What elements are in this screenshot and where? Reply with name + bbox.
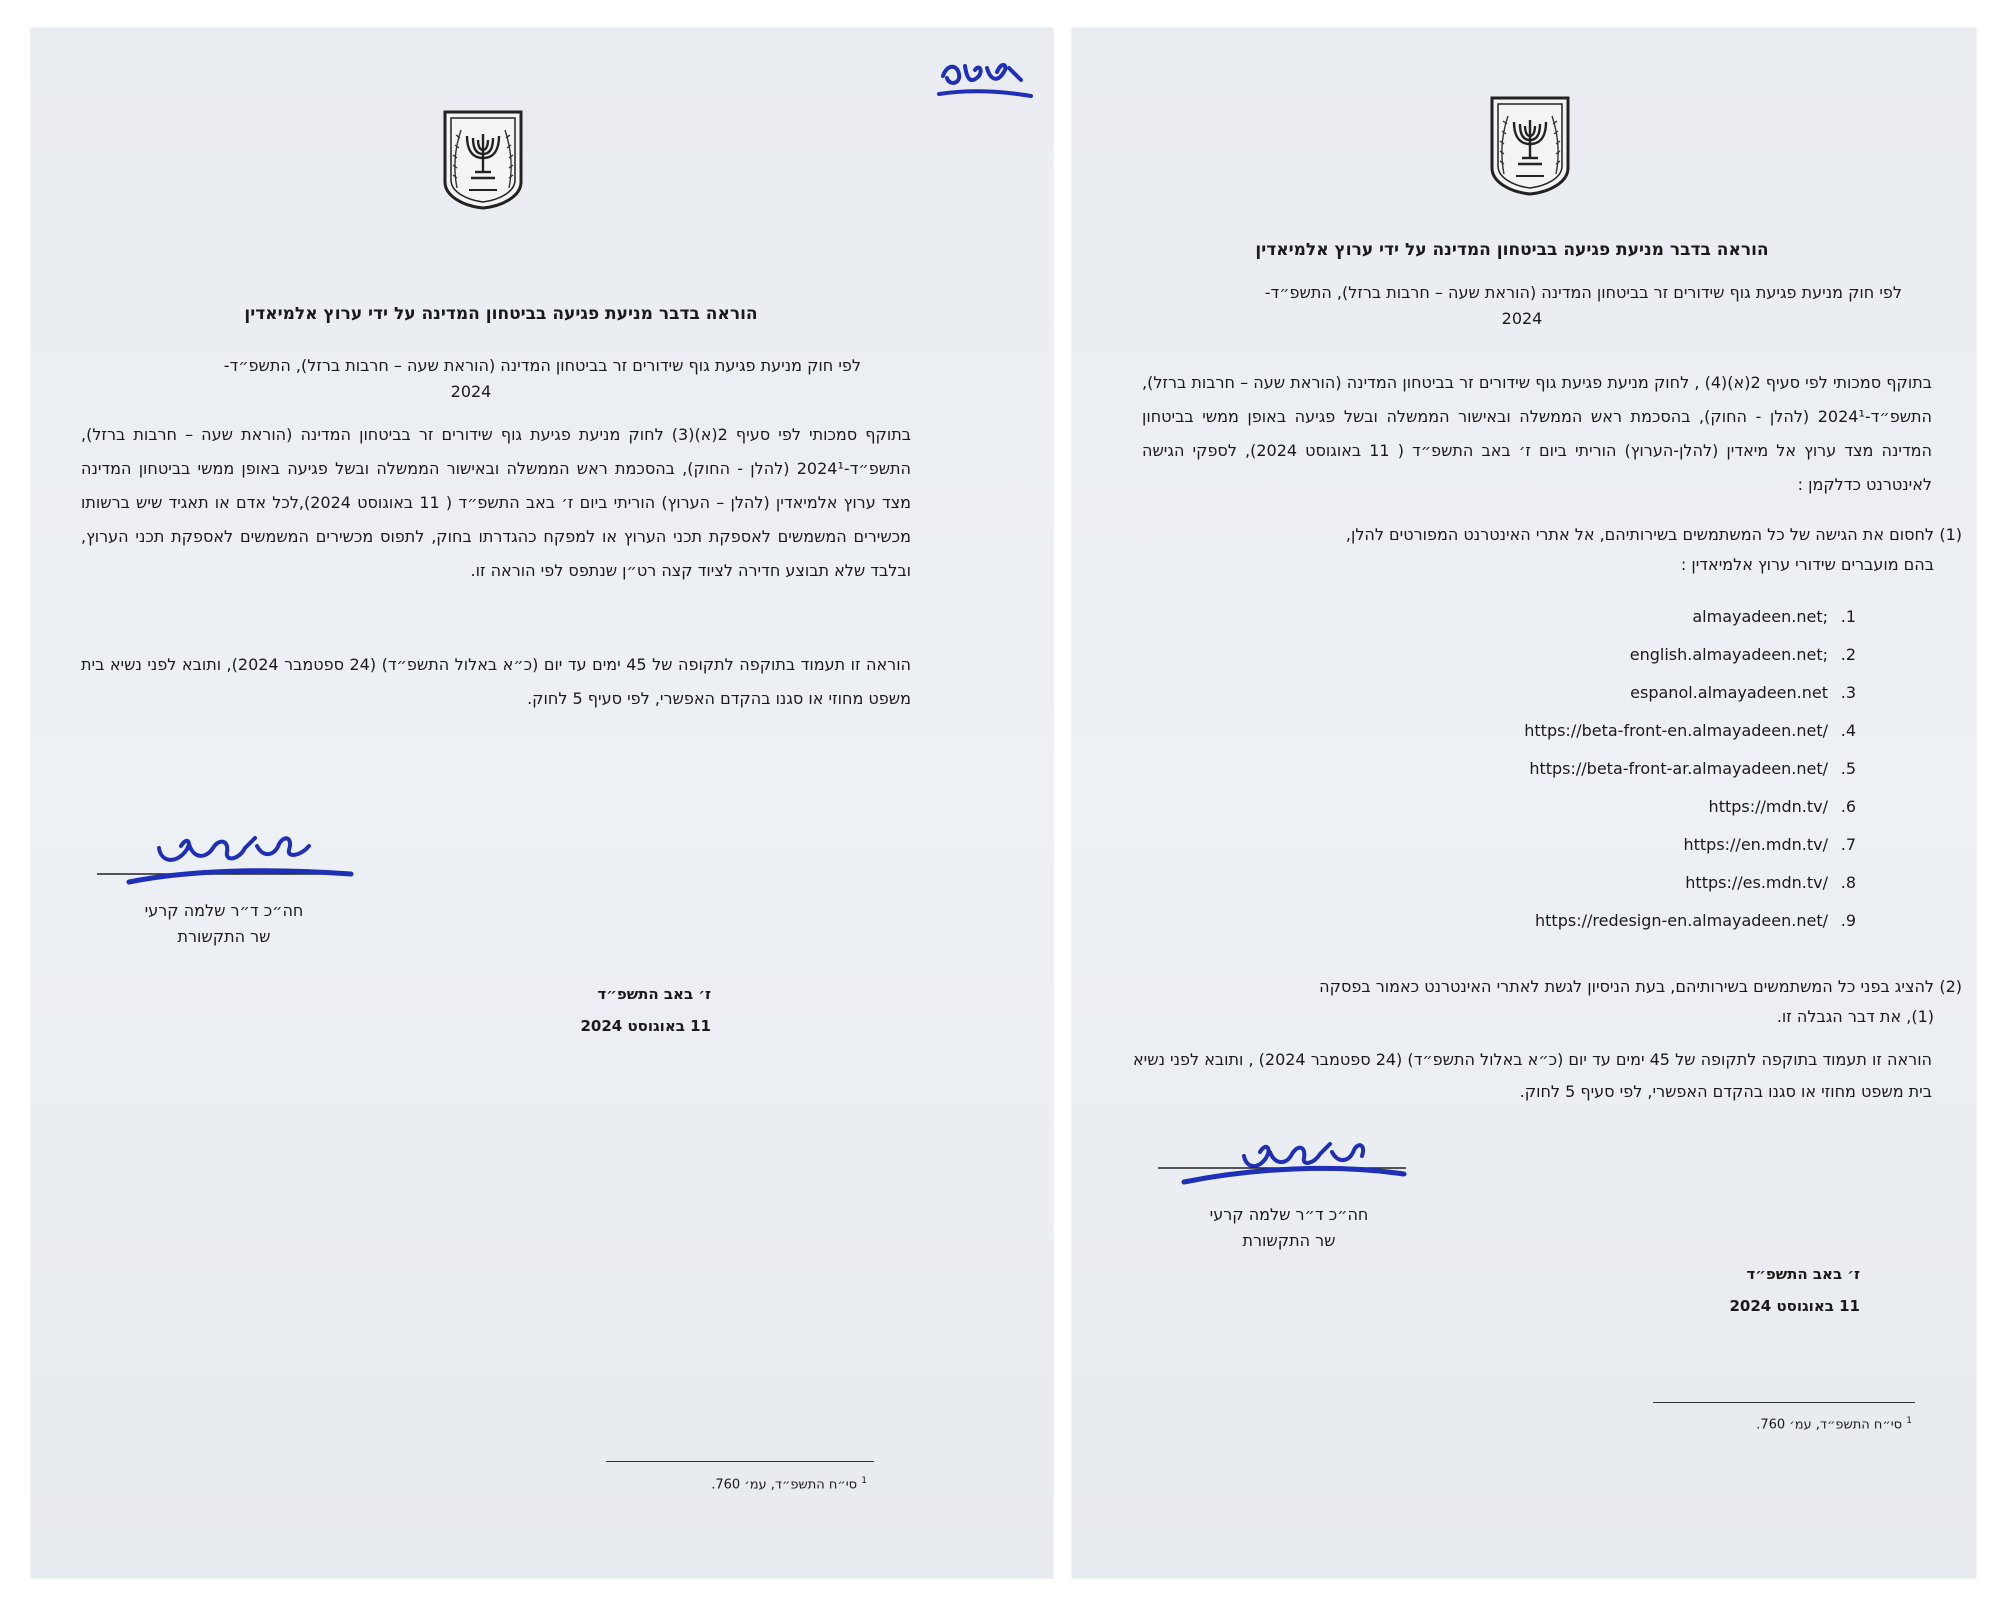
item-number: (2) bbox=[1939, 977, 1962, 996]
list-item bbox=[1456, 864, 1856, 902]
date-gregorian: 11 באוגוסט 2024 bbox=[1729, 1297, 1860, 1315]
site-url: https://en.mdn.tv/ bbox=[1683, 835, 1828, 854]
list-item bbox=[1456, 750, 1856, 788]
state-emblem-icon bbox=[441, 108, 525, 210]
list-item-number: 2. bbox=[1840, 645, 1856, 664]
order-paragraph: בתוקף סמכותי לפי סעיף 2(א)(4) , לחוק מניעת פגיעת גוף שידורים זר בביטחון המדינה (הוראת שעה – חרבות ברזל), התשפ״ד-2024¹ (להלן - החוק), בהסכמת ראש הממשלה ובאישור הממשלה ובשל פגיעה באופן ממשי בביטחון המדינה מצד ערוץ אל מיאדין (להלן-הערוץ) הוריתי ביום ז׳ באב התשפ״ד ( 11 באוגוסט 2024), לספקי הגישה לאינטרנט כדלקמן : bbox=[1142, 373, 1932, 494]
item-text-continued: בהם מועברים שידורי ערוץ אלמיאדין : bbox=[1680, 555, 1934, 574]
site-url: https://mdn.tv/ bbox=[1708, 797, 1828, 816]
signature-block bbox=[1154, 1112, 1424, 1254]
list-item-number: 3. bbox=[1840, 683, 1856, 702]
document-page-right bbox=[1072, 28, 1976, 1578]
signer-name: חה״כ ד״ר שלמה קרעי bbox=[1209, 1205, 1369, 1224]
order-paragraph: בתוקף סמכותי לפי סעיף 2(א)(3) לחוק מניעת פגיעת גוף שידורים זר בביטחון המדינה (הוראת שעה – חרבות ברזל), התשפ״ד-2024¹ (להלן - החוק), בהסכמת ראש הממשלה ובאישור הממשלה ובשל פגיעה באופן ממשי בביטחון המדינה מצד ערוץ אלמיאדין (להלן – הערוץ) הוריתי ביום ז׳ באב התשפ״ד ( 11 באוגוסט 2024),לכל אדם או תאגיד שיש ברשותו מכשירים המשמשים לאספקת תכני הערוץ או למפקח כהגדרתו בחוק, לתפוס מכשירים המשמשים לאספקת תכני הערוץ, ובלבד שלא תבוצע חדירה לציוד קצה רט״ן שנתפס לפי הוראה זו. bbox=[81, 425, 912, 580]
site-url: https://es.mdn.tv/ bbox=[1685, 873, 1828, 892]
date-block bbox=[551, 978, 711, 1042]
footnote-text: סי״ח התשפ״ד, עמ׳ 760. bbox=[1756, 1417, 1903, 1433]
list-item-number: 5. bbox=[1840, 759, 1856, 778]
state-emblem-icon bbox=[1488, 94, 1572, 196]
list-item-number: 6. bbox=[1840, 797, 1856, 816]
list-item bbox=[1456, 674, 1856, 712]
site-url: https://beta-front-en.almayadeen.net/ bbox=[1524, 721, 1828, 740]
list-item-number: 9. bbox=[1840, 911, 1856, 930]
list-item-number: 4. bbox=[1840, 721, 1856, 740]
list-item bbox=[1456, 636, 1856, 674]
signer-title: שר התקשורת bbox=[1242, 1231, 1336, 1250]
document-page-left bbox=[31, 28, 1053, 1578]
signer-name: חה״כ ד״ר שלמה קרעי bbox=[144, 901, 304, 920]
footnote-divider bbox=[1653, 1402, 1915, 1403]
validity-paragraph: הוראה זו תעמוד בתוקפה לתקופה של 45 ימים עד יום (כ״א באלול התשפ״ד) (24 ספטמבר 2024) , ותובא לפני נשיא בית משפט מחוזי או סגנו בהקדם האפשרי, לפי סעיף 5 לחוק. bbox=[1132, 1050, 1932, 1101]
date-hebrew: ז׳ באב התשפ״ד bbox=[1746, 1265, 1860, 1283]
list-item-number: 7. bbox=[1840, 835, 1856, 854]
document-title: הוראה בדבר מניעת פגיעה בביטחון המדינה על ידי ערוץ אלמיאדין bbox=[244, 304, 758, 324]
footnote-text: סי״ח התשפ״ד, עמ׳ 760. bbox=[711, 1477, 858, 1493]
document-subtitle bbox=[1142, 280, 1902, 332]
footnote bbox=[1592, 1416, 1912, 1432]
footnote-mark: 1 bbox=[1906, 1416, 1912, 1426]
item-text: לחסום את הגישה של כל המשתמשים בשירותיהם, אל אתרי האינטרנט המפורטים להלן, bbox=[1345, 525, 1934, 544]
site-url: https://redesign-en.almayadeen.net/ bbox=[1535, 911, 1828, 930]
site-url: https://beta-front-ar.almayadeen.net/ bbox=[1529, 759, 1828, 778]
footnote-mark: 1 bbox=[861, 1476, 867, 1486]
date-gregorian: 11 באוגוסט 2024 bbox=[580, 1017, 711, 1035]
footnote-divider bbox=[606, 1461, 874, 1462]
signer-title: שר התקשורת bbox=[177, 927, 271, 946]
item-text: להציג בפני כל המשתמשים בשירותיהם, בעת הניסיון לגשת לאתרי האינטרנט כאמור בפסקה bbox=[1319, 977, 1934, 996]
signature-image bbox=[1154, 1112, 1424, 1202]
date-hebrew: ז׳ באב התשפ״ד bbox=[597, 985, 711, 1003]
list-item bbox=[1456, 712, 1856, 750]
site-url: almayadeen.net; bbox=[1692, 607, 1828, 626]
document-title: הוראה בדבר מניעת פגיעה בביטחון המדינה על ידי ערוץ אלמיאדין bbox=[1255, 240, 1769, 260]
item-text-continued: (1), את דבר הגבלה זו. bbox=[1776, 1007, 1934, 1026]
item-number: (1) bbox=[1939, 525, 1962, 544]
list-item bbox=[1456, 788, 1856, 826]
subtitle-year: 2024 bbox=[450, 382, 492, 401]
list-item-number: 1. bbox=[1840, 607, 1856, 626]
subtitle-text: לפי חוק מניעת פגיעת גוף שידורים זר בביטחון המדינה (הוראת שעה – חרבות ברזל), התשפ״ד- bbox=[1264, 283, 1902, 302]
subtitle-text: לפי חוק מניעת פגיעת גוף שידורים זר בביטחון המדינה (הוראת שעה – חרבות ברזל), התשפ״ד- bbox=[223, 356, 861, 375]
subtitle-year: 2024 bbox=[1501, 309, 1543, 328]
instruction-item-2 bbox=[1112, 972, 1962, 1032]
blocked-sites-list bbox=[1456, 598, 1856, 940]
list-item bbox=[1456, 826, 1856, 864]
site-url: english.almayadeen.net; bbox=[1629, 645, 1828, 664]
list-item bbox=[1456, 598, 1856, 636]
list-item bbox=[1456, 902, 1856, 940]
instruction-item-1 bbox=[1112, 520, 1962, 580]
handwritten-mark bbox=[935, 46, 1035, 106]
footnote bbox=[571, 1476, 867, 1492]
list-item-number: 8. bbox=[1840, 873, 1856, 892]
site-url: espanol.almayadeen.net bbox=[1630, 683, 1828, 702]
validity-paragraph: הוראה זו תעמוד בתוקפה לתקופה של 45 ימים עד יום (כ״א באלול התשפ״ד) (24 ספטמבר 2024), ותובא לפני נשיא בית משפט מחוזי או סגנו בהקדם האפשרי, לפי סעיף 5 לחוק. bbox=[81, 655, 912, 708]
signature-image bbox=[89, 808, 359, 898]
date-block bbox=[1690, 1258, 1860, 1322]
signature-block bbox=[89, 808, 359, 950]
document-subtitle bbox=[81, 353, 861, 405]
